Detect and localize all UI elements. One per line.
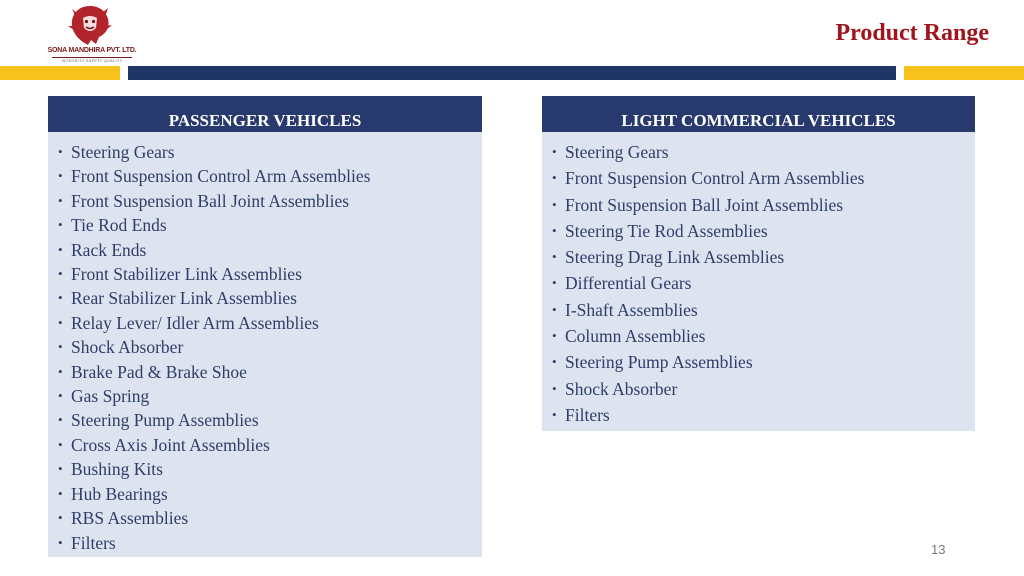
list-item — [58, 238, 482, 262]
bullet-icon: • — [58, 217, 63, 233]
passenger-vehicles-heading: PASSENGER VEHICLES — [48, 96, 482, 132]
list-item-text: Front Suspension Control Arm Assemblies — [565, 168, 865, 189]
list-item-text: Tie Rod Ends — [71, 215, 167, 236]
list-item — [58, 531, 482, 555]
list-item-text: RBS Assemblies — [71, 508, 189, 529]
list-item — [58, 457, 482, 481]
list-item — [58, 482, 482, 506]
list-item — [552, 218, 975, 244]
list-item — [58, 286, 482, 310]
page-title: Product Range — [835, 20, 989, 46]
list-item — [552, 297, 975, 323]
list-item-text: Cross Axis Joint Assemblies — [71, 434, 270, 455]
bullet-icon: • — [552, 222, 557, 238]
list-item — [552, 244, 975, 270]
bullet-icon: • — [58, 290, 63, 306]
list-item-text: Steering Pump Assemblies — [565, 352, 753, 373]
list-item-text: Front Suspension Ball Joint Assemblies — [565, 194, 844, 215]
logo-divider — [52, 57, 132, 58]
light-commercial-vehicles-list — [542, 132, 975, 428]
list-item — [58, 140, 482, 164]
list-item-text: Bushing Kits — [71, 459, 163, 480]
bullet-icon: • — [58, 363, 63, 379]
list-item — [552, 323, 975, 349]
list-item-text: Hub Bearings — [71, 483, 168, 504]
list-item — [552, 165, 975, 191]
list-item — [58, 164, 482, 188]
list-item-text: Steering Drag Link Assemblies — [565, 247, 785, 268]
passenger-vehicles-list — [48, 132, 482, 555]
bullet-icon: • — [58, 388, 63, 404]
list-item-text: Filters — [71, 532, 116, 553]
page-number: 13 — [931, 542, 946, 557]
list-item-text: Brake Pad & Brake Shoe — [71, 361, 247, 382]
accent-bar-center — [128, 66, 896, 80]
list-item — [58, 311, 482, 335]
list-item — [58, 506, 482, 530]
list-item-text: Front Suspension Ball Joint Assemblies — [71, 190, 350, 211]
bullet-icon: • — [58, 510, 63, 526]
bullet-icon: • — [552, 144, 557, 159]
list-item — [552, 376, 975, 402]
bullet-icon: • — [58, 412, 63, 428]
list-item-text: Steering Tie Rod Assemblies — [565, 220, 768, 241]
bullet-icon: • — [552, 354, 557, 370]
bullet-icon: • — [58, 461, 63, 477]
list-item-text: Steering Gears — [71, 142, 175, 162]
bullet-icon: • — [552, 406, 557, 422]
bullet-icon: • — [58, 436, 63, 452]
list-item-text: Steering Gears — [565, 142, 669, 162]
list-item — [552, 192, 975, 218]
bullet-icon: • — [58, 339, 63, 355]
list-item-text: Filters — [565, 404, 610, 425]
list-item — [58, 433, 482, 457]
list-item-text: Column Assemblies — [565, 326, 706, 347]
list-item-text: Shock Absorber — [565, 378, 678, 399]
accent-bar-right — [904, 66, 1024, 80]
company-tagline: INTEGRITY SAFETY QUALITY — [61, 59, 123, 63]
bullet-icon: • — [552, 170, 557, 186]
list-item — [58, 262, 482, 286]
light-commercial-vehicles-heading: LIGHT COMMERCIAL VEHICLES — [542, 96, 975, 132]
list-item-text: Front Stabilizer Link Assemblies — [71, 264, 302, 285]
list-item — [552, 270, 975, 296]
bullet-icon: • — [552, 249, 557, 265]
bullet-icon: • — [58, 266, 63, 282]
list-item — [552, 139, 975, 165]
bullet-icon: • — [58, 534, 63, 550]
bullet-icon: • — [58, 485, 63, 501]
list-item — [58, 360, 482, 384]
bullet-icon: • — [58, 192, 63, 208]
list-item — [58, 408, 482, 432]
list-item — [58, 189, 482, 213]
company-logo — [44, 4, 140, 66]
list-item-text: Relay Lever/ Idler Arm Assemblies — [71, 312, 319, 333]
company-name: SONA MANDHIRA PVT. LTD. — [47, 47, 137, 54]
list-item-text: Gas Spring — [71, 386, 150, 407]
bullet-icon: • — [552, 196, 557, 212]
list-item — [58, 213, 482, 237]
bullet-icon: • — [58, 241, 63, 257]
bullet-icon: • — [552, 301, 557, 317]
list-item — [58, 384, 482, 408]
passenger-vehicles-panel — [48, 96, 482, 557]
list-item-text: Differential Gears — [565, 273, 692, 294]
bullet-icon: • — [58, 168, 63, 184]
bullet-icon: • — [552, 380, 557, 396]
lion-head-logo-icon — [66, 4, 114, 46]
bullet-icon: • — [552, 275, 557, 291]
list-item-text: Steering Pump Assemblies — [71, 410, 259, 431]
list-item — [552, 349, 975, 375]
accent-bar-left — [0, 66, 120, 80]
list-item-text: Front Suspension Control Arm Assemblies — [71, 166, 371, 187]
light-commercial-vehicles-panel — [542, 96, 975, 431]
list-item-text: Rack Ends — [71, 239, 147, 260]
list-item-text: Rear Stabilizer Link Assemblies — [71, 288, 297, 309]
list-item-text: I-Shaft Assemblies — [565, 299, 698, 320]
bullet-icon: • — [58, 314, 63, 330]
list-item — [552, 402, 975, 428]
bullet-icon: • — [552, 328, 557, 344]
list-item-text: Shock Absorber — [71, 337, 184, 358]
list-item — [58, 335, 482, 359]
bullet-icon: • — [58, 144, 63, 159]
